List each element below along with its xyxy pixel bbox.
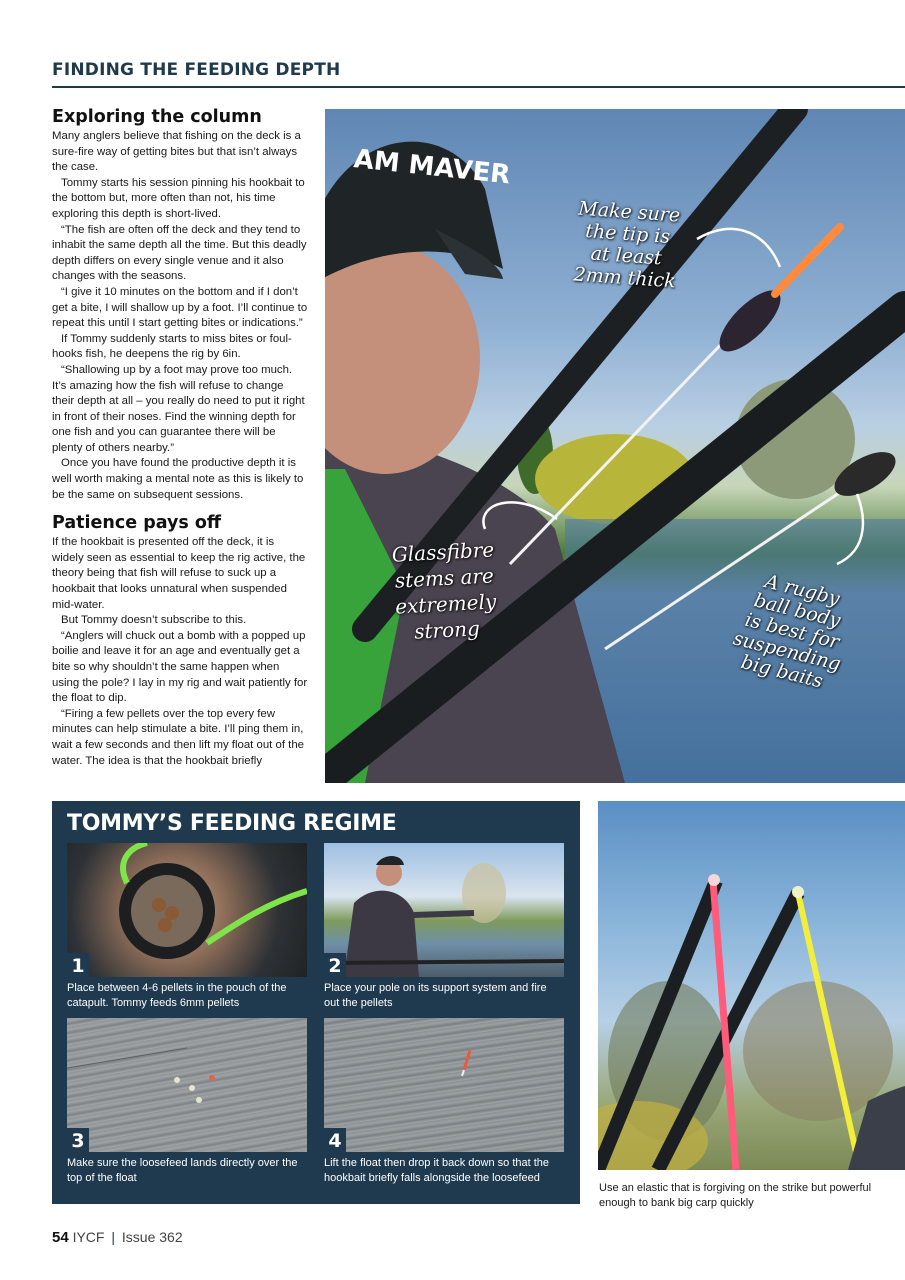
side-photo-caption: Use an elastic that is forgiving on the strike but powerful enough to bank big carp quickly [599,1182,872,1209]
heading-patience-pays-off: Patience pays off [52,513,222,534]
elastic-illustration [598,801,905,1170]
article-paragraph: If the hookbait is presented off the deck, it is widely seen as essential to keep the rig active, the theory being that fish will refuse to suck up a hookbait that looks unnatural when suspended mid-water. [52,536,306,611]
article-paragraph: “Firing a few pellets over the top every few minutes can help stimulate a bite. I’ll ping them in, wait a few seconds and then lift my float out of the water. The idea is that the hookbait briefly [52,707,305,767]
cap-logo-text: AM MAVER [352,144,512,191]
regime-step-3 [67,1018,307,1185]
callout-tip-thickness: Make sure the tip is at least 2mm thick [572,197,681,293]
article-paragraph: But Tommy doesn’t subscribe to this. [61,614,247,627]
angler-illustration [324,843,564,977]
step-caption: Place your pole on its support system and fire out the pellets [324,982,547,1009]
article-paragraph: Many anglers believe that fishing on the deck is a sure-fire way of getting bites but that isn’t always the case. [52,130,301,174]
regime-step-2 [324,843,564,1010]
article-paragraph: “Shallowing up by a foot may prove too much. It’s amazing how the fish will refuse to change their depth at all – you really do need to put it right in front of their noses. Find the winning depth for one fish and you can guarantee there will be plenty of others nearby.” [52,363,305,454]
step-number: 1 [67,953,89,977]
feeding-regime-title: TOMMY’S FEEDING REGIME [67,811,397,836]
page-footer [52,1229,183,1246]
step-photo-lift-float [324,1018,564,1152]
footer-separator: | [111,1229,115,1245]
step-number: 2 [324,953,346,977]
catapult-illustration [67,843,307,977]
step-caption: Make sure the loosefeed lands directly over the top of the float [67,1157,298,1184]
side-photo-elastic [598,801,905,1170]
article-body [52,106,308,786]
feeding-regime-box [52,801,580,1204]
heading-exploring-the-column: Exploring the column [52,107,262,127]
issue-number: Issue 362 [121,1229,183,1245]
step-caption: Place between 4-6 pellets in the pouch of the catapult. Tommy feeds 6mm pellets [67,982,287,1009]
article-paragraph: Once you have found the productive depth it is well worth making a mental note as this is likely to be the same on subsequent sessions. [52,457,304,501]
step-photo-loosefeed [67,1018,307,1152]
step-photo-catapult [67,843,307,977]
float-in-water-illustration [324,1018,564,1152]
magazine-name: IYCF [72,1229,105,1245]
article-paragraph: “The fish are often off the deck and they tend to inhabit the same depth all the time. But this deadly depth differs on every single venue and it also changes with the seasons. [52,223,307,283]
callout-glassfibre-stems: Glassfibre stems are extremely strong [391,537,497,644]
section-divider [52,86,905,88]
regime-step-4 [324,1018,564,1185]
article-paragraph: “Anglers will chuck out a bomb with a popped up boilie and leave it for an age and eventually get a bite so why shouldn’t the same happen when using the pole? I lay in my rig and wait patiently for the float to dip. [52,629,308,705]
step-caption: Lift the float then drop it back down so that the hookbait briefly falls alongside the loosefeed [324,1157,550,1184]
page-number: 54 [52,1229,69,1246]
main-photo-angler-floats [325,109,905,783]
water-ripple-illustration [67,1018,307,1152]
article-paragraph: “I give it 10 minutes on the bottom and if I don’t get a bite, I will shallow up by a foot. I’ll continue to repeat this until I start getting bites or indications.” [52,285,308,330]
article-paragraph: Tommy starts his session pinning his hookbait to the bottom but, more often than not, his time exploring this depth is short-lived. [52,176,305,220]
section-title: FINDING THE FEEDING DEPTH [52,60,341,80]
callout-rugby-ball-body: A rugby ball body is best for suspending big baits [730,570,844,693]
step-photo-angler-pole [324,843,564,977]
article-paragraph: If Tommy suddenly starts to miss bites or foul-hooks fish, he deepens the rig by 6in. [52,332,292,361]
step-number: 4 [324,1128,346,1152]
regime-step-1 [67,843,307,1010]
step-number: 3 [67,1128,89,1152]
